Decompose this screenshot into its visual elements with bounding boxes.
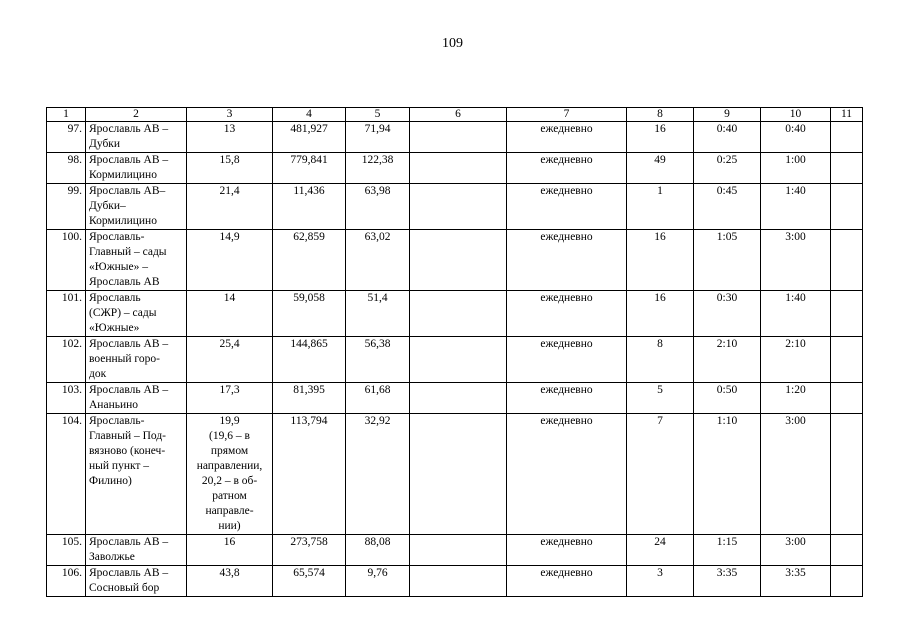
cell-col-3 bbox=[187, 566, 273, 597]
cell-line: Ярославль АВ – bbox=[89, 536, 169, 548]
cell-col-3 bbox=[187, 230, 273, 291]
cell-col-1: 103. bbox=[47, 383, 86, 414]
cell-line: (СЖР) – сады bbox=[89, 307, 157, 319]
cell-col-6 bbox=[410, 184, 507, 230]
cell-col-7: ежедневно bbox=[507, 184, 627, 230]
cell-col-2 bbox=[86, 566, 187, 597]
cell-col-1: 106. bbox=[47, 566, 86, 597]
cell-line: Ярославль АВ– bbox=[89, 185, 166, 197]
cell-col-10: 1:40 bbox=[761, 184, 831, 230]
cell-col-2 bbox=[86, 535, 187, 566]
cell-col-3 bbox=[187, 414, 273, 535]
column-header-2: 2 bbox=[86, 108, 187, 122]
cell-col-11 bbox=[831, 230, 863, 291]
cell-line: Заволжье bbox=[89, 551, 135, 563]
cell-line: вязново (конеч- bbox=[89, 445, 166, 457]
cell-col-6 bbox=[410, 535, 507, 566]
cell-col-3 bbox=[187, 153, 273, 184]
table-row bbox=[47, 230, 863, 291]
cell-col-9: 1:05 bbox=[694, 230, 761, 291]
cell-col-11 bbox=[831, 153, 863, 184]
route-table bbox=[46, 107, 863, 597]
cell-col-4: 11,436 bbox=[273, 184, 346, 230]
cell-col-6 bbox=[410, 291, 507, 337]
column-header-4: 4 bbox=[273, 108, 346, 122]
cell-col-9: 2:10 bbox=[694, 337, 761, 383]
cell-col-9: 0:40 bbox=[694, 122, 761, 153]
cell-col-10: 2:10 bbox=[761, 337, 831, 383]
cell-line: 25,4 bbox=[219, 338, 240, 350]
cell-line: Ярославль АВ – bbox=[89, 567, 169, 579]
cell-col-2 bbox=[86, 184, 187, 230]
cell-col-9: 1:15 bbox=[694, 535, 761, 566]
cell-line: военный горо- bbox=[89, 353, 160, 365]
column-header-5: 5 bbox=[346, 108, 410, 122]
cell-col-1: 105. bbox=[47, 535, 86, 566]
column-header-9: 9 bbox=[694, 108, 761, 122]
table-row bbox=[47, 535, 863, 566]
cell-col-3 bbox=[187, 184, 273, 230]
cell-col-1: 98. bbox=[47, 153, 86, 184]
cell-col-6 bbox=[410, 230, 507, 291]
cell-col-4: 65,574 bbox=[273, 566, 346, 597]
cell-col-5: 32,92 bbox=[346, 414, 410, 535]
cell-line: 43,8 bbox=[219, 567, 240, 579]
cell-col-4: 273,758 bbox=[273, 535, 346, 566]
cell-col-10: 1:00 bbox=[761, 153, 831, 184]
cell-col-1: 97. bbox=[47, 122, 86, 153]
cell-col-7: ежедневно bbox=[507, 230, 627, 291]
cell-col-8: 8 bbox=[627, 337, 694, 383]
cell-col-4: 113,794 bbox=[273, 414, 346, 535]
cell-col-4: 81,395 bbox=[273, 383, 346, 414]
cell-col-11 bbox=[831, 414, 863, 535]
cell-line: Ярославль АВ – bbox=[89, 154, 169, 166]
cell-col-9: 0:45 bbox=[694, 184, 761, 230]
cell-line: Главный – Под- bbox=[89, 430, 166, 442]
cell-col-1: 101. bbox=[47, 291, 86, 337]
cell-line: Кормилицино bbox=[89, 215, 157, 227]
cell-col-11 bbox=[831, 184, 863, 230]
cell-col-5: 122,38 bbox=[346, 153, 410, 184]
cell-col-1: 100. bbox=[47, 230, 86, 291]
cell-col-7: ежедневно bbox=[507, 566, 627, 597]
cell-line: Дубки– bbox=[89, 200, 126, 212]
cell-col-8: 49 bbox=[627, 153, 694, 184]
cell-line: Сосновый бор bbox=[89, 582, 160, 594]
cell-col-11 bbox=[831, 337, 863, 383]
cell-line: Филино) bbox=[89, 475, 132, 487]
cell-col-10: 3:35 bbox=[761, 566, 831, 597]
cell-line: 19,9 bbox=[219, 415, 240, 427]
cell-line: нии) bbox=[218, 520, 241, 532]
cell-line: 16 bbox=[223, 536, 236, 548]
cell-col-7: ежедневно bbox=[507, 153, 627, 184]
cell-line: Дубки bbox=[89, 138, 121, 150]
table-row bbox=[47, 184, 863, 230]
cell-line: «Южные» bbox=[89, 322, 140, 334]
page-number: 109 bbox=[442, 36, 463, 51]
cell-col-8: 7 bbox=[627, 414, 694, 535]
cell-line: Главный – сады bbox=[89, 246, 167, 258]
cell-col-4: 62,859 bbox=[273, 230, 346, 291]
table-row bbox=[47, 122, 863, 153]
cell-col-9: 0:30 bbox=[694, 291, 761, 337]
cell-col-6 bbox=[410, 153, 507, 184]
cell-col-10: 0:40 bbox=[761, 122, 831, 153]
cell-col-5: 51,4 bbox=[346, 291, 410, 337]
cell-col-3 bbox=[187, 535, 273, 566]
table-row bbox=[47, 566, 863, 597]
cell-col-9: 0:25 bbox=[694, 153, 761, 184]
cell-line: Ярославль АВ – bbox=[89, 384, 169, 396]
table-row bbox=[47, 337, 863, 383]
cell-line: Ярославль- bbox=[89, 231, 145, 243]
cell-col-5: 56,38 bbox=[346, 337, 410, 383]
cell-col-2 bbox=[86, 153, 187, 184]
cell-col-5: 88,08 bbox=[346, 535, 410, 566]
cell-col-9: 1:10 bbox=[694, 414, 761, 535]
column-header-10: 10 bbox=[761, 108, 831, 122]
cell-col-3 bbox=[187, 122, 273, 153]
table-row bbox=[47, 291, 863, 337]
cell-col-7: ежедневно bbox=[507, 122, 627, 153]
cell-col-8: 1 bbox=[627, 184, 694, 230]
cell-col-9: 3:35 bbox=[694, 566, 761, 597]
cell-col-1: 99. bbox=[47, 184, 86, 230]
cell-col-7: ежедневно bbox=[507, 535, 627, 566]
cell-line: Кормилицино bbox=[89, 169, 157, 181]
cell-col-4: 779,841 bbox=[273, 153, 346, 184]
cell-col-7: ежедневно bbox=[507, 337, 627, 383]
cell-col-5: 71,94 bbox=[346, 122, 410, 153]
cell-line: направле- bbox=[205, 505, 254, 517]
cell-line: «Южные» – bbox=[89, 261, 149, 273]
cell-line: 21,4 bbox=[219, 185, 240, 197]
cell-col-8: 16 bbox=[627, 230, 694, 291]
cell-line: Ярославль- bbox=[89, 415, 145, 427]
cell-col-2 bbox=[86, 337, 187, 383]
cell-col-5: 61,68 bbox=[346, 383, 410, 414]
cell-line: 15,8 bbox=[219, 154, 240, 166]
cell-col-3 bbox=[187, 383, 273, 414]
cell-line: направлении, bbox=[196, 460, 263, 472]
cell-col-1: 102. bbox=[47, 337, 86, 383]
cell-col-10: 1:20 bbox=[761, 383, 831, 414]
cell-col-6 bbox=[410, 337, 507, 383]
cell-col-4: 144,865 bbox=[273, 337, 346, 383]
cell-col-10: 3:00 bbox=[761, 535, 831, 566]
cell-col-6 bbox=[410, 122, 507, 153]
table-row bbox=[47, 153, 863, 184]
cell-line: 14 bbox=[223, 292, 236, 304]
cell-col-2 bbox=[86, 122, 187, 153]
cell-col-11 bbox=[831, 291, 863, 337]
cell-col-10: 3:00 bbox=[761, 230, 831, 291]
table-body bbox=[47, 122, 863, 597]
cell-col-8: 16 bbox=[627, 122, 694, 153]
cell-col-6 bbox=[410, 383, 507, 414]
cell-col-11 bbox=[831, 383, 863, 414]
cell-col-2 bbox=[86, 230, 187, 291]
cell-col-3 bbox=[187, 337, 273, 383]
cell-line: ратном bbox=[212, 490, 247, 502]
cell-col-6 bbox=[410, 566, 507, 597]
cell-col-7: ежедневно bbox=[507, 383, 627, 414]
cell-line: Ананьино bbox=[89, 399, 139, 411]
cell-col-4: 59,058 bbox=[273, 291, 346, 337]
cell-col-2 bbox=[86, 383, 187, 414]
cell-line: (19,6 – в bbox=[209, 430, 250, 442]
cell-col-2 bbox=[86, 291, 187, 337]
cell-col-5: 63,02 bbox=[346, 230, 410, 291]
cell-col-6 bbox=[410, 414, 507, 535]
cell-line: ный пункт – bbox=[89, 460, 150, 472]
cell-col-1: 104. bbox=[47, 414, 86, 535]
column-header-7: 7 bbox=[507, 108, 627, 122]
header-row bbox=[47, 108, 863, 122]
column-header-3: 3 bbox=[187, 108, 273, 122]
cell-col-7: ежедневно bbox=[507, 291, 627, 337]
cell-col-11 bbox=[831, 566, 863, 597]
cell-col-7: ежедневно bbox=[507, 414, 627, 535]
table-row bbox=[47, 414, 863, 535]
cell-col-5: 9,76 bbox=[346, 566, 410, 597]
cell-col-11 bbox=[831, 535, 863, 566]
table-row bbox=[47, 383, 863, 414]
column-header-1: 1 bbox=[47, 108, 86, 122]
cell-col-11 bbox=[831, 122, 863, 153]
cell-col-10: 3:00 bbox=[761, 414, 831, 535]
cell-line: 17,3 bbox=[219, 384, 240, 396]
cell-col-10: 1:40 bbox=[761, 291, 831, 337]
cell-col-3 bbox=[187, 291, 273, 337]
column-header-6: 6 bbox=[410, 108, 507, 122]
cell-line: 14,9 bbox=[219, 231, 240, 243]
cell-line: док bbox=[89, 368, 107, 380]
cell-col-5: 63,98 bbox=[346, 184, 410, 230]
cell-col-8: 24 bbox=[627, 535, 694, 566]
cell-col-2 bbox=[86, 414, 187, 535]
cell-line: Ярославль bbox=[89, 292, 141, 304]
cell-col-8: 3 bbox=[627, 566, 694, 597]
cell-col-4: 481,927 bbox=[273, 122, 346, 153]
cell-col-8: 16 bbox=[627, 291, 694, 337]
column-header-8: 8 bbox=[627, 108, 694, 122]
cell-col-8: 5 bbox=[627, 383, 694, 414]
cell-line: Ярославль АВ bbox=[89, 276, 160, 288]
cell-line: Ярославль АВ – bbox=[89, 123, 169, 135]
cell-line: 20,2 – в об- bbox=[201, 475, 258, 487]
cell-line: Ярославль АВ – bbox=[89, 338, 169, 350]
cell-line: прямом bbox=[210, 445, 249, 457]
column-header-11: 11 bbox=[831, 108, 863, 122]
cell-col-9: 0:50 bbox=[694, 383, 761, 414]
cell-line: 13 bbox=[223, 123, 236, 135]
